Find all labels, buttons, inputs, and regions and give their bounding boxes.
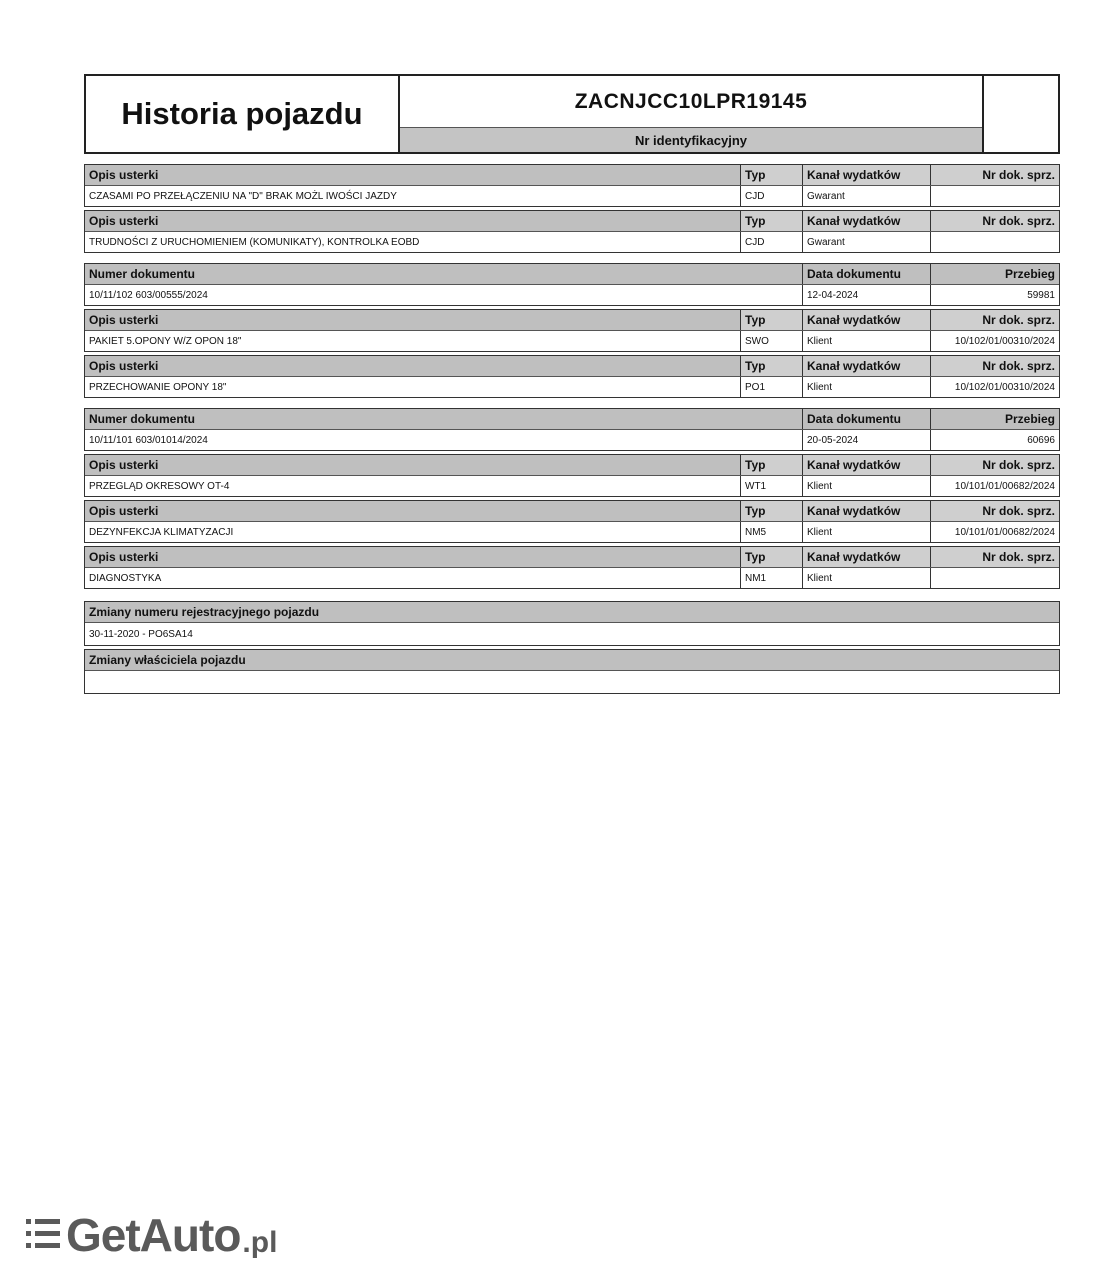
kanal-label: Kanał wydatków	[802, 501, 930, 521]
numer-dok-label: Numer dokumentu	[89, 412, 196, 426]
owner-changes	[84, 649, 1060, 694]
blank-header-cell	[984, 76, 1058, 152]
typ-label: Typ	[740, 310, 802, 330]
fault-type: WT1	[740, 476, 802, 496]
expense-channel: Gwarant	[802, 186, 930, 206]
typ-label: Typ	[740, 501, 802, 521]
registration-changes-label: Zmiany numeru rejestracyjnego pojazdu	[89, 605, 320, 619]
opis-label: Opis usterki	[89, 313, 159, 327]
nr-dok-label: Nr dok. sprz.	[930, 165, 1059, 185]
sales-doc-number: 10/101/01/00682/2024	[930, 522, 1059, 542]
document-date: 12-04-2024	[802, 285, 930, 305]
fault-description: PAKIET 5.OPONY W/Z OPON 18"	[89, 335, 242, 347]
fault-block	[84, 500, 1060, 543]
document-value-row	[85, 285, 1059, 305]
fault-block	[84, 164, 1060, 207]
typ-label: Typ	[740, 455, 802, 475]
data-dok-label: Data dokumentu	[802, 409, 930, 429]
document-header-row	[85, 264, 1059, 285]
sales-doc-number: 10/102/01/00310/2024	[930, 331, 1059, 351]
kanal-label: Kanał wydatków	[802, 455, 930, 475]
vin-section	[400, 76, 984, 152]
document-block	[84, 263, 1060, 306]
fault-description: PRZEGLĄD OKRESOWY OT-4	[89, 480, 230, 492]
logo-brand: GetAuto	[66, 1209, 241, 1261]
registration-changes-value-row	[85, 623, 1059, 645]
logo-suffix: .pl	[242, 1226, 278, 1259]
fault-description: DEZYNFEKCJA KLIMATYZACJI	[89, 526, 234, 538]
history-rows	[84, 164, 1060, 694]
kanal-label: Kanał wydatków	[802, 310, 930, 330]
fault-value-row	[85, 476, 1059, 496]
owner-changes-label: Zmiany właściciela pojazdu	[89, 653, 246, 667]
owner-changes-value-row	[85, 671, 1059, 693]
fault-block	[84, 454, 1060, 497]
fault-value-row	[85, 186, 1059, 206]
document-block	[84, 408, 1060, 451]
sales-doc-number: 10/102/01/00310/2024	[930, 377, 1059, 397]
expense-channel: Klient	[802, 522, 930, 542]
fault-value-row	[85, 568, 1059, 588]
opis-label: Opis usterki	[89, 359, 159, 373]
expense-channel: Klient	[802, 331, 930, 351]
owner-changes-header	[85, 650, 1059, 671]
opis-label: Opis usterki	[89, 550, 159, 564]
owner-changes-value	[85, 671, 1059, 693]
nr-dok-label: Nr dok. sprz.	[930, 310, 1059, 330]
typ-label: Typ	[740, 356, 802, 376]
document-number: 10/11/102 603/00555/2024	[89, 289, 208, 301]
fault-type: CJD	[740, 186, 802, 206]
registration-changes-value: 30-11-2020 - PO6SA14	[89, 628, 193, 640]
kanal-label: Kanał wydatków	[802, 547, 930, 567]
expense-channel: Klient	[802, 377, 930, 397]
fault-header-row	[85, 165, 1059, 186]
menu-lines-icon	[26, 1216, 60, 1252]
fault-block	[84, 355, 1060, 398]
registration-changes	[84, 601, 1060, 646]
fault-description: PRZECHOWANIE OPONY 18"	[89, 381, 227, 393]
fault-header-row	[85, 455, 1059, 476]
fault-header-row	[85, 310, 1059, 331]
kanal-label: Kanał wydatków	[802, 356, 930, 376]
typ-label: Typ	[740, 165, 802, 185]
fault-description: DIAGNOSTYKA	[89, 572, 162, 584]
fault-block	[84, 309, 1060, 352]
fault-block	[84, 210, 1060, 253]
fault-type: NM5	[740, 522, 802, 542]
getauto-logo	[26, 1209, 278, 1261]
fault-header-row	[85, 211, 1059, 232]
document-header-row	[85, 409, 1059, 430]
przebieg-label: Przebieg	[930, 409, 1059, 429]
fault-block	[84, 546, 1060, 589]
mileage: 59981	[930, 285, 1059, 305]
opis-label: Opis usterki	[89, 458, 159, 472]
kanal-label: Kanał wydatków	[802, 165, 930, 185]
data-dok-label: Data dokumentu	[802, 264, 930, 284]
document-number: 10/11/101 603/01014/2024	[89, 434, 208, 446]
fault-value-row	[85, 522, 1059, 542]
nr-dok-label: Nr dok. sprz.	[930, 547, 1059, 567]
page-title: Historia pojazdu	[86, 76, 400, 152]
przebieg-label: Przebieg	[930, 264, 1059, 284]
kanal-label: Kanał wydatków	[802, 211, 930, 231]
mileage: 60696	[930, 430, 1059, 450]
fault-type: NM1	[740, 568, 802, 588]
registration-changes-header	[85, 602, 1059, 623]
fault-type: SWO	[740, 331, 802, 351]
nr-dok-label: Nr dok. sprz.	[930, 211, 1059, 231]
opis-label: Opis usterki	[89, 214, 159, 228]
expense-channel: Klient	[802, 568, 930, 588]
typ-label: Typ	[740, 211, 802, 231]
fault-description: TRUDNOŚCI Z URUCHOMIENIEM (KOMUNIKATY), KONTROLKA EOBD	[89, 236, 420, 248]
vin-label: Nr identyfikacyjny	[400, 127, 982, 152]
sales-doc-number: 10/101/01/00682/2024	[930, 476, 1059, 496]
sales-doc-number	[930, 232, 1059, 252]
fault-header-row	[85, 547, 1059, 568]
expense-channel: Gwarant	[802, 232, 930, 252]
document-value-row	[85, 430, 1059, 450]
nr-dok-label: Nr dok. sprz.	[930, 356, 1059, 376]
vehicle-history-document	[84, 74, 1060, 697]
document-date: 20-05-2024	[802, 430, 930, 450]
opis-label: Opis usterki	[89, 504, 159, 518]
fault-header-row	[85, 356, 1059, 377]
fault-description: CZASAMI PO PRZEŁĄCZENIU NA "D" BRAK MOŻL IWOŚCI JAZDY	[89, 190, 397, 202]
fault-value-row	[85, 377, 1059, 397]
fault-value-row	[85, 331, 1059, 351]
expense-channel: Klient	[802, 476, 930, 496]
numer-dok-label: Numer dokumentu	[89, 267, 196, 281]
nr-dok-label: Nr dok. sprz.	[930, 455, 1059, 475]
vin-number: ZACNJCC10LPR19145	[574, 89, 808, 113]
nr-dok-label: Nr dok. sprz.	[930, 501, 1059, 521]
sales-doc-number	[930, 568, 1059, 588]
document-header	[84, 74, 1060, 154]
sales-doc-number	[930, 186, 1059, 206]
opis-label: Opis usterki	[89, 168, 159, 182]
fault-value-row	[85, 232, 1059, 252]
fault-type: CJD	[740, 232, 802, 252]
fault-header-row	[85, 501, 1059, 522]
fault-type: PO1	[740, 377, 802, 397]
typ-label: Typ	[740, 547, 802, 567]
